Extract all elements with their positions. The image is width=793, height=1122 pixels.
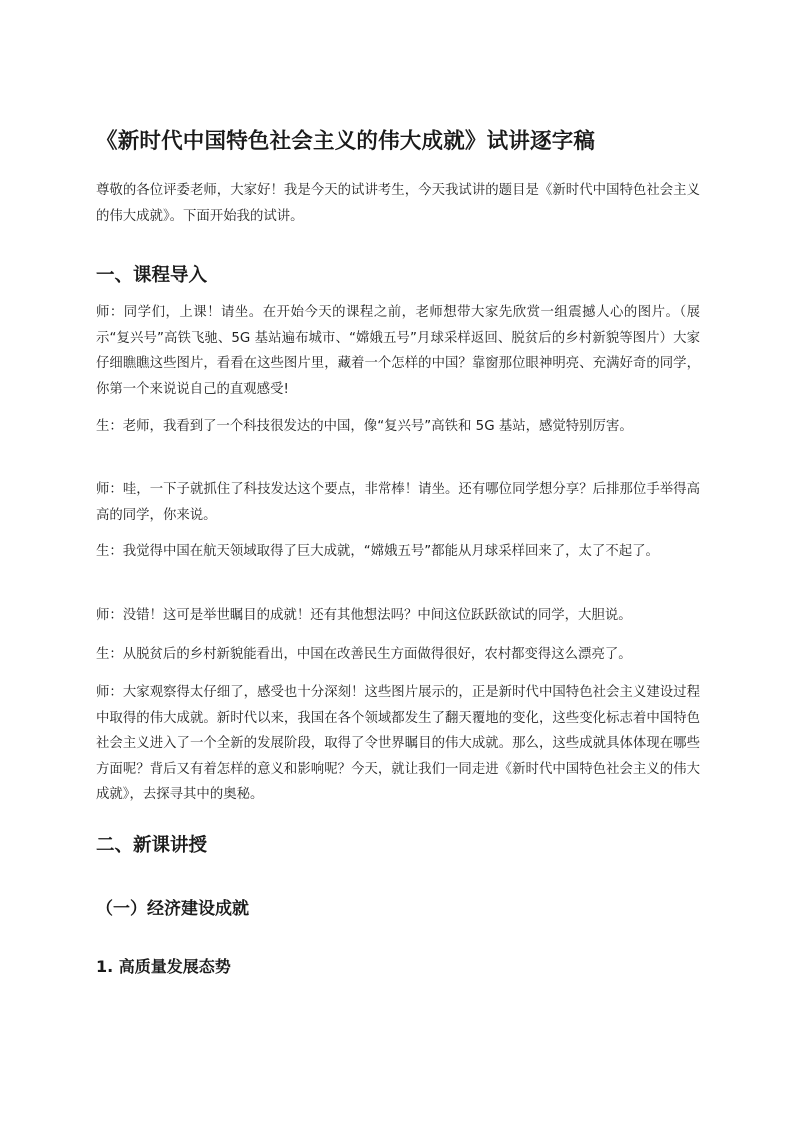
subsection-heading-economy: （一）经济建设成就	[96, 899, 249, 919]
teacher-paragraph: 师：大家观察得太仔细了，感受也十分深刻！这些图片展示的，正是新时代中国特色社会主义建设过程中取得的伟大成就。新时代以来，我国在各个领域都发生了翻天覆地的变化，这些变化标志着中国特色社会主义进入了一个全新的发展阶段，取得了令世界瞩目的伟大成就。那么，这些成就具体体现在哪些方面呢？背后又有着怎样的意义和影响呢？今天，就让我们一同走进《新时代中国特色社会主义的伟大成就》，去探寻其中的奥秘。	[96, 685, 700, 802]
document-title: 《新时代中国特色社会主义的伟大成就》试讲逐字稿	[96, 129, 596, 154]
subsubsection-heading-quality-development: 1. 高质量发展态势	[96, 957, 231, 976]
section-heading-course-intro: 一、课程导入	[96, 265, 208, 286]
teacher-paragraph: 师：没错！这可是举世瞩目的成就！还有其他想法吗？中间这位跃跃欲试的同学，大胆说。	[96, 608, 632, 623]
intro-paragraph: 尊敬的各位评委老师，大家好！我是今天的试讲考生，今天我试讲的题目是《新时代中国特色社会主义的伟大成就》。下面开始我的试讲。	[96, 183, 700, 224]
teacher-paragraph: 师：哇，一下子就抓住了科技发达这个要点，非常棒！请坐。还有哪位同学想分享？后排那位手举得高高的同学，你来说。	[96, 482, 700, 523]
section-heading-new-lesson: 二、新课讲授	[96, 835, 208, 856]
teacher-paragraph: 师：同学们，上课！请坐。在开始今天的课程之前，老师想带大家先欣赏一组震撼人心的图片。（展示“复兴号”高铁飞驰、5G 基站遍布城市、“嫦娥五号”月球采样返回、脱贫后的乡村新貌等图片）大家仔细瞧瞧这些图片，看看在这些图片里，藏着一个怎样的中国？靠窗那位眼神明亮、充满好奇的同学，你第一个来说说自己的直观感受!	[96, 305, 700, 397]
student-paragraph: 生：从脱贫后的乡村新貌能看出，中国在改善民生方面做得很好，农村都变得这么漂亮了。	[96, 647, 632, 662]
student-paragraph: 生：老师，我看到了一个科技很发达的中国，像“复兴号”高铁和 5G 基站，感觉特别厉害。	[96, 419, 633, 434]
student-paragraph: 生：我觉得中国在航天领域取得了巨大成就，“嫦娥五号”都能从月球采样回来了，太了不起了。	[96, 544, 659, 559]
